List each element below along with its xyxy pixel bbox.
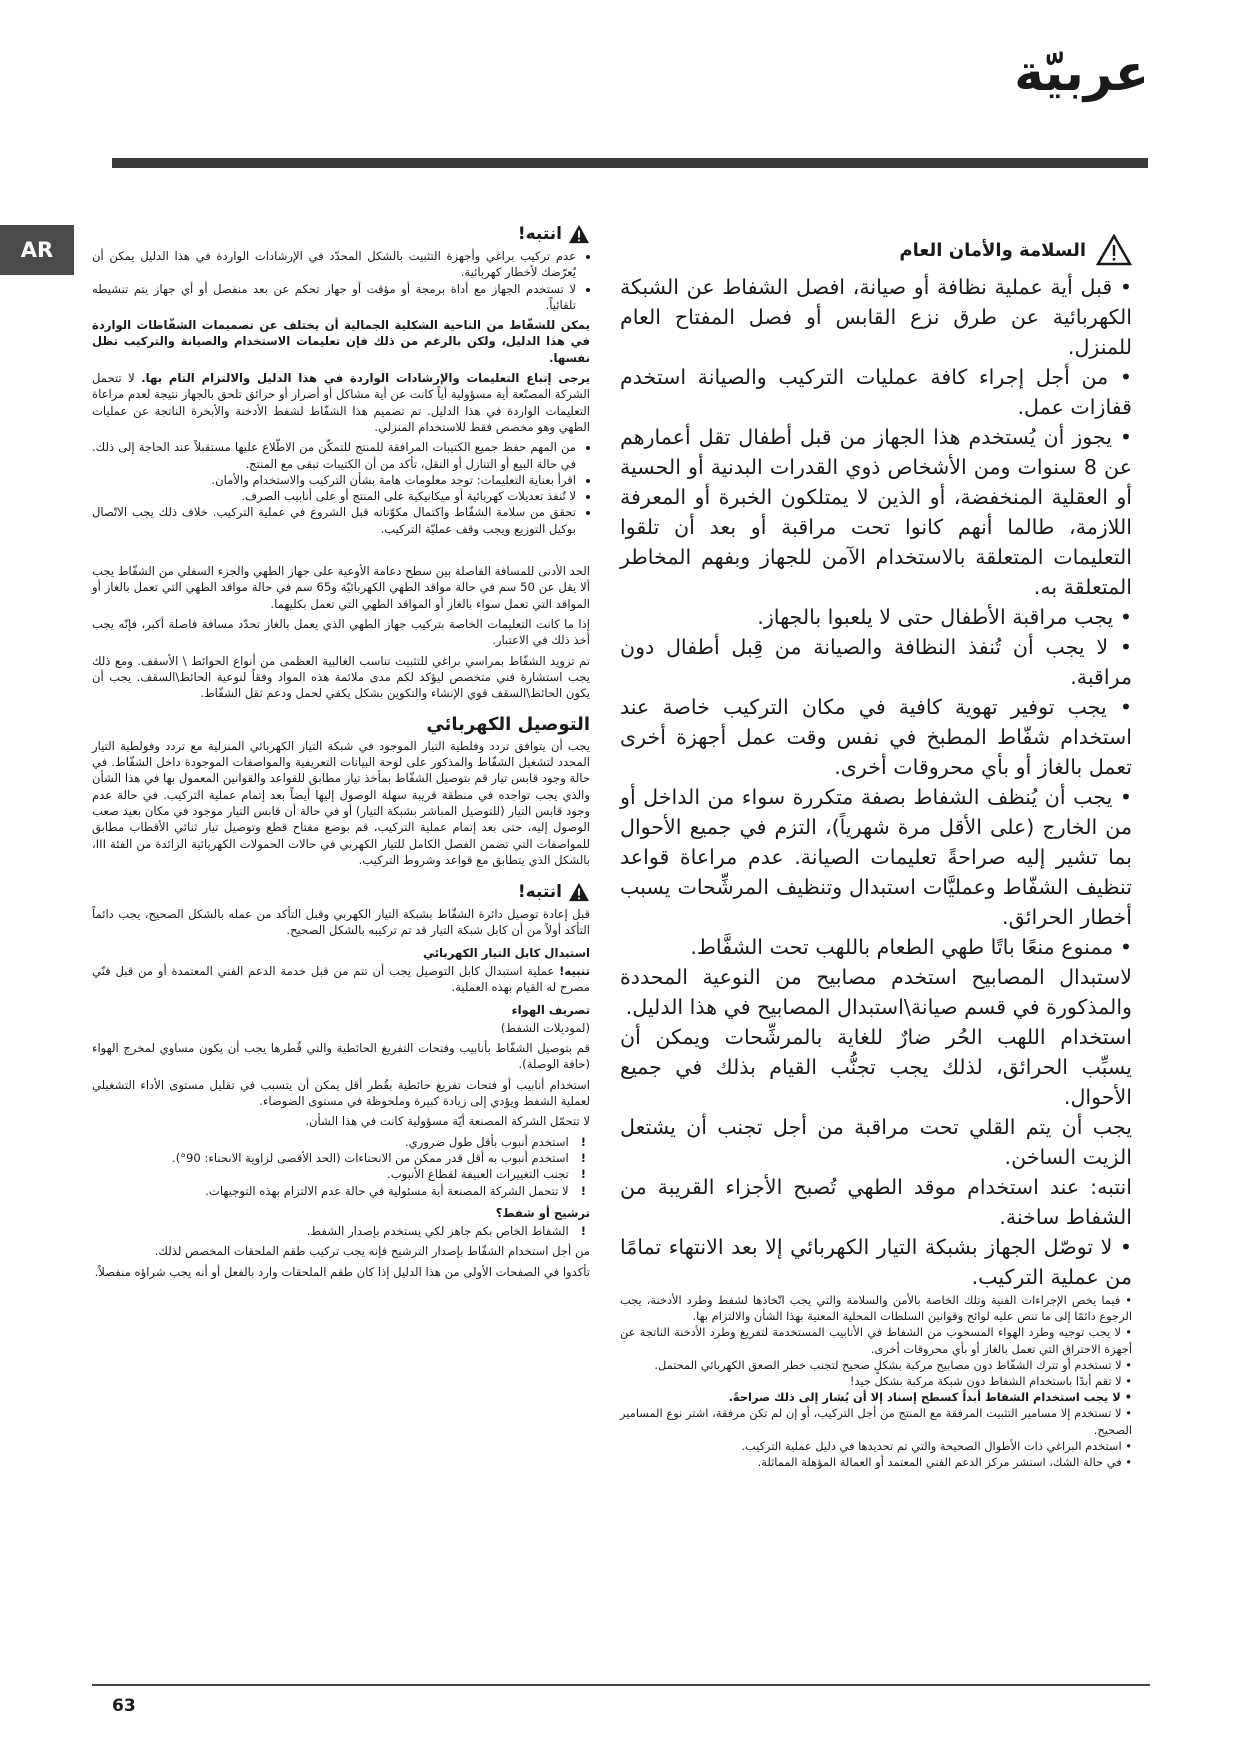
safety-small-list <box>620 1292 1132 1470</box>
cable-text: عملية استبدال كابل التوصيل يجب أن تتم من قبل خدمة الدعم الفني المعتمدة أو من قبل فنّي مصرح له القيام بهذه العملية. <box>92 963 590 995</box>
list-item: • ممنوع منعًا باتًا طهي الطعام باللهب تحت الشفَّاط. <box>690 935 1132 959</box>
design-note: يمكن للشفّاط من الناحية الشكلية الجمالية أن يختلف عن تصميمات الشفّاطات الواردة في هذا الدليل، ولكن بالرغم من ذلك فإن تعليمات الاستخدام والصيانة والتركيب تظل نفسها. <box>92 318 590 365</box>
filter-paragraph: من أجل استخدام الشفّاط بإصدار الترشيح فإنه يجب تركيب طقم الملحقات المخصص لذلك. <box>154 1244 590 1259</box>
exhaust-subtitle: (لموديلات الشفط) <box>500 1020 590 1035</box>
list-item: ! الشفاط الخاص بكم جاهز لكي يستخدم بإصدار الشفط. <box>92 1223 586 1239</box>
list-item: انتبه: عند استخدام موقد الطهي تُصبح الأجزاء القريبة من الشفاط ساخنة. <box>620 1175 1132 1229</box>
cable-lead: تنبيه! <box>559 963 590 978</box>
left-column <box>92 224 590 1284</box>
right-column <box>620 234 1132 1470</box>
electrical-heading: التوصيل الكهربائي <box>426 714 590 736</box>
warning-title: انتبه! <box>517 881 562 902</box>
intro-list <box>92 439 590 537</box>
list-item: يجب أن يتم القلي تحت مراقبة من أجل تجنب أن يشتعل الزيت الساخن. <box>620 1115 1132 1169</box>
warning-heading <box>92 882 590 902</box>
list-item: • لا تُنفذ تعديلات كهربائية أو ميكانيكية على المنتج أو على أنابيب الصرف. <box>92 488 576 504</box>
intro-paragraph <box>92 370 590 435</box>
warning-list <box>92 248 590 313</box>
cable-paragraph <box>92 963 590 996</box>
list-item: ! لا تتحمل الشركة المصنعة أية مسئولية في حالة عدم الالتزام بهذه التوجيهات. <box>92 1183 586 1199</box>
list-item: • فيما يخص الإجراءات الفنية وتلك الخاصة بالأمن والسلامة والتي يجب اتّخاذها لشفط وطرد الأدخنة، يجب الرجوع دائمًا إلى ما تنص عليه لوائح وقوانين السلطات المحلية المعنية بهذا الشأن والالتزام بها. <box>620 1293 1132 1324</box>
list-item: • يجوز أن يُستخدم هذا الجهاز من قبل أطفال تقل أعمارهم عن 8 سنوات ومن الأشخاص ذوي القدرات البدنية أو الحسية أو العقلية المنخفضة، أو الذين لا يمتلكون الخبرة أو المعرفة اللازمة، طالما أنهم كانوا تحت مراقبة أو بعد أن تلقوا التعليمات المتعلقة بالاستخدام الآمن للجهاز وبفهم المخاطر المتعلقة به. <box>620 425 1133 599</box>
distance-paragraph: تم تزويد الشفّاط بمراسي براغي للتثبيت تناسب الغالبية العظمى من أنواع الحوائط \ الأسقف. ومع ذلك يجب استشارة فني متخصص ليؤكد لكم مدى ملائمة هذه المواد وفقاً لنوعية الحائط\السقف. يجب أن يكون الحائط\السقف قوي الإنشاء والتكوين بشكل يكفي لحمل ودعم ثقل الشفّاط. <box>92 653 590 701</box>
header-rule <box>112 158 1148 168</box>
exhaust-paragraph: قم بتوصيل الشفّاط بأنابيب وفتحات التفريغ الحائطية والتي قُطرها يجب أن يكون مساوي لمخرج الهواء (حافة الوصلة). <box>92 1041 590 1072</box>
list-item: • يجب أن يُنظف الشفاط بصفة متكررة سواء من الداخل أو من الخارج (على الأقل مرة شهرياً)، التزم في جميع الأحوال بما تشير إليه صراحةً تعليمات الصيانة. عدم مراعاة قواعد تنظيف الشفّاط وعمليَّات استبدال وتنظيف المرشِّحات يسبب أخطار الحرائق. <box>620 785 1132 929</box>
distance-paragraph: إذا ما كانت التعليمات الخاصة بتركيب جهاز الطهي الذي يعمل بالغاز تحدّد مسافة فاصلة أكبر، فإنّه يجب أخذ ذلك في الاعتبار. <box>92 616 590 648</box>
list-item: ! استخدم أنبوب بأقل طول ضروري. <box>92 1134 586 1150</box>
list-item: • عدم تركيب براغي وأجهزة التثبيت بالشكل المحدّد في الإرشادات الواردة في هذا الدليل يمكن أن يُعرّضك لأخطار كهربائية. <box>92 248 576 281</box>
page-number: 63 <box>112 1696 136 1716</box>
list-item: ! استخدم أنبوب به أقل قدر ممكن من الانحناءات (الحد الأقصى لزاوية الانحناء: 90°). <box>92 1150 586 1166</box>
list-item: • من المهم حفظ جميع الكتيبات المرافقة للمنتج للتمكّن من الاطّلاع عليها مستقبلاً عند الحاجة إلى ذلك. في حالة البيع أو التنازل أو النقل، تأكد من أن الكتيبات تبقى مع المنتج. <box>92 439 576 472</box>
list-item: • لا يجب توجيه وطرد الهواء المسحوب من الشفاط في الأنابيب المستخدمة لتفريغ وطرد الأدخنة الناتجة عن أجهزة الاحتراق التي تعمل بالغاز أو بأي محروقات أخرى. <box>620 1325 1132 1356</box>
warning-title: انتبه! <box>517 223 562 244</box>
exhaust-paragraph: استخدام أنابيب أو فتحات تفريغ حائطية بقُطر أقل يمكن أن يتسبب في تقليل مستوى الأداء التشغيلي لعملية الشفط ويؤدي إلى زيادة كبيرة وملحوظة في مستوى الضوضاء. <box>92 1077 590 1109</box>
warning-triangle-icon <box>1096 234 1132 266</box>
warning-heading <box>92 224 590 244</box>
list-item: • لا تستخدم الجهاز مع أداة برمجة أو مؤقت أو جهاز تحكم عن بعد منفصل أو أي جهاز يتم تنشيطه تلقائياً. <box>92 281 576 314</box>
distance-paragraph: الحد الأدنى للمسافة الفاصلة بين سطح دعامة الأوعية على جهاز الطهي والجزء السفلي من الشفّاط يجب ألا يقل عن 50 سم في حالة مواقد الطهي الكهربائيّة و65 سم في حالة مواقد الطهي التي تعمل بالغاز أو المواقد التي تعمل سواء بالغاز أو المواقد الطهي التي تعمل بكليهما. <box>92 564 590 611</box>
electrical-paragraph: يجب أن يتوافق تردد وفلطية التيار الموجود في شبكة التيار الكهربائي المنزلية مع تردد وفولطية التيار المحدد لتشغيل الشفّاط والمذكور على لوحة البيانات التعريفية والمواصفات الموجودة داخل الشفّاط. في حالة وجود قابس تيار قم بتوصيل الشفّاط بمأخذ تيار مطابق للقواعد والقوانين المعمول بها في هذا الشأن والذي يجب تواجده في منطقة قريبة سهلة الوصول إليها أيضاً بعد إتمام عملية التركيب. في حالة عدم وجود قابس التيار (للتوصيل المباشر بشبكة التيار) أو في حالة أن قابس التيار موجود في مكان بعيد صعب الوصول إليه، حتى بعد إتمام عملية التركيب، قم بوضع مفتاح قطع وتوصيل تيار ثنائي الأقطاب مطابق للمواصفات التي تضمن الفصل الكامل للتيار الكهربي في حالات الحمولات الكهربائية الزائدة من الفئة III، بالشكل الذي يتطابق مع قواعد وشروط التركيب. <box>92 738 590 867</box>
list-item: • تحقق من سلامة الشفّاط واكتمال مكوّناته قبل الشروع في عملية التركيب. خلاف ذلك يجب الاتّصال بوكيل التوزيع ويجب وقف عمليّة التركيب. <box>92 504 576 537</box>
intro-bold: يرجى إتباع التعليمات والإرشادات الواردة في هذا الدليل والالتزام التام بها. <box>141 371 591 386</box>
page-title: عربيّة <box>1014 44 1149 102</box>
list-item: • استخدم البراغي ذات الأطوال الصحيحة والتي تم تحديدها في دليل عملية التركيب. <box>741 1438 1132 1453</box>
list-item: • قبل أية عملية نظافة أو صيانة، افصل الشفاط عن الشبكة الكهربائية عن طرق نزع القابس أو فصل المفتاح العام للمنزل. <box>620 275 1132 359</box>
exhaust-paragraph: لا تتحمّل الشركة المصنعة أيّة مسؤولية كانت في هذا الشأن. <box>305 1114 590 1129</box>
list-item: • لا تستخدم إلا مسامير التثبيت المرفقة مع المنتج من أجل التركيب، أو إن لم تكن مرفقة، اشتر نوع المسامير الصحيح. <box>620 1406 1132 1437</box>
filter-list <box>92 1223 590 1239</box>
list-item: • لا توصّل الجهاز بشبكة التيار الكهربائي إلا بعد الانتهاء تمامًا من عملية التركيب. <box>620 1235 1132 1289</box>
exhaust-list <box>92 1134 590 1199</box>
list-item: • يجب توفير تهوية كافية في مكان التركيب خاصة عند استخدام شفّاط المطبخ في نفس وقت عمل أجهزة أخرى تعمل بالغاز أو بأي محروقات أخرى. <box>620 695 1132 779</box>
list-item: • من أجل إجراء كافة عمليات التركيب والصيانة استخدم قفازات عمل. <box>620 365 1132 419</box>
list-item: • لا يجب أن تُنفذ النظافة والصيانة من قِبل أطفال دون مراقبة. <box>620 635 1132 689</box>
safety-heading <box>620 234 1132 266</box>
list-item: ! تجنب التغييرات العنيفة لقطاع الأنبوب. <box>92 1166 586 1182</box>
exhaust-heading: تصريف الهواء <box>511 1002 590 1017</box>
list-item: • يجب مراقبة الأطفال حتى لا يلعبوا بالجهاز. <box>757 605 1132 629</box>
list-item: • لا تقم أبدًا باستخدام الشفاط دون شبكة مركبة بشكل جيد! <box>849 1374 1132 1389</box>
warning-paragraph: قبل إعادة توصيل دائرة الشفّاط بشبكة التيار الكهربي وقبل التأكد من عمله بالشكل الصحيح، يجب دائماً التأكد أولاً من أن كابل شبكة التيار قد تم تركيبه بالشكل الصحيح. <box>92 907 590 938</box>
warning-triangle-icon <box>568 882 590 902</box>
list-item: استخدام اللهب الحُر ضارٌ للغاية بالمرشِّحات ويمكن أن يسبِّب الحرائق، لذلك يجب تجنُّب القيام بذلك في جميع الأحوال. <box>620 1025 1132 1109</box>
list-item: • في حالة الشك، استشر مركز الدعم الفني المعتمد أو العمالة المؤهلة المماثلة. <box>757 1455 1132 1470</box>
cable-heading: استبدال كابل التيار الكهربائي <box>422 945 590 960</box>
footer-rule <box>92 1684 1150 1686</box>
filter-paragraph: تأكدوا في الصفحات الأولى من هذا الدليل إذا كان طقم الملحقات وارد بالفعل أو أنه يجب شراؤه منفصلاً. <box>94 1264 590 1279</box>
list-item: • اقرأ بعناية التعليمات: توجد معلومات هامة بشأن التركيب والاستخدام والأمان. <box>92 472 576 488</box>
list-item: • لا يجب استخدام الشفاط أبداً كسطح إسناد إلا أن يُشار إلى ذلك صراحةً. <box>728 1390 1132 1405</box>
list-item: • لا تستخدم أو تترك الشفّاط دون مصابيح مركبة بشكلٍ صحيح لتجنب خطر الصعق الكهربائي المحتمل. <box>654 1357 1132 1372</box>
language-tab[interactable]: AR <box>0 225 74 275</box>
warning-triangle-icon <box>568 224 590 244</box>
intro-text: لا تتحمل الشركة المصنّعة أية مسؤولية أياً كانت عن أية مشاكل أو أضرار أو حرائق تلحق بالجهاز نتيجة لعدم مراعاة التعليمات الواردة في هذا الدليل. تم تصميم هذا الشفّاط لشفط الأدخنة والأبخرة الناتجة عن عمليات الطهي وهو مخصص فقط للاستخدام المنزلي. <box>92 371 590 434</box>
safety-title: السلامة والأمان العام <box>899 239 1086 261</box>
filter-heading: ترشيح أو شفط؟ <box>495 1205 590 1220</box>
safety-list <box>620 272 1132 1292</box>
list-item: لاستبدال المصابيح استخدم مصابيح من النوعية المحددة والمذكورة في قسم صيانة\استبدال المصابيح في هذا الدليل. <box>620 965 1132 1019</box>
